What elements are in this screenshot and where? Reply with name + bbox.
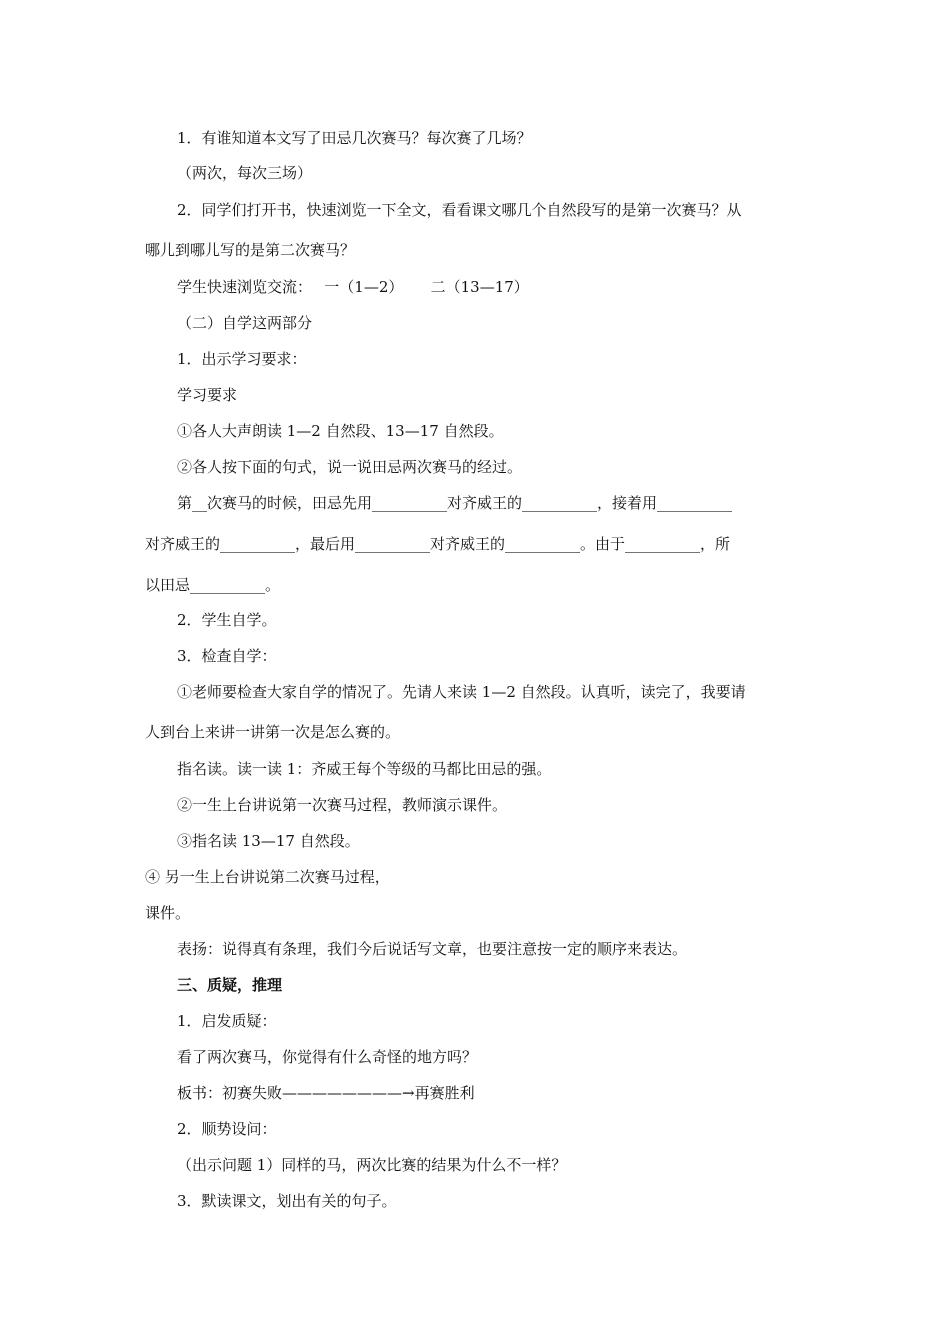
check-2: ②一生上台讲说第一次赛马过程，教师演示课件。: [177, 796, 508, 814]
question-show-1: （出示问题 1）同样的马，两次比赛的结果为什么不一样？: [177, 1156, 567, 1174]
question-strange: 看了两次赛马，你觉得有什么奇怪的地方吗？: [177, 1048, 478, 1066]
step-silent-read: 3．默读课文，划出有关的句子。: [177, 1192, 397, 1210]
check-1: ①老师要检查大家自学的情况了。先请人来读 1—2 自然段。认真听，读完了，我要请: [177, 683, 746, 701]
check-4: ④ 另一生上台讲说第二次赛马过程，: [145, 868, 390, 886]
check-4-cont: 课件。: [145, 904, 191, 922]
fill-sentence-line-1: 第__次赛马的时候，田忌先用__________对齐威王的__________，接着用__________: [177, 494, 733, 512]
section-self-study: （二）自学这两部分: [177, 314, 313, 332]
question-2-cont: 哪儿到哪儿写的是第二次赛马？: [145, 241, 356, 259]
question-1: 1．有谁知道本文写了田忌几次赛马？每次赛了几场？: [177, 129, 532, 147]
student-exchange: 学生快速浏览交流： 一（1—2） 二（13—17）: [177, 278, 529, 296]
answer-1: （两次，每次三场）: [177, 164, 313, 182]
fill-sentence-line-2: 对齐威王的__________，最后用__________对齐威王的__________。由于__________，所: [145, 535, 731, 553]
step-check: 3．检查自学：: [177, 647, 277, 665]
requirement-2: ②各人按下面的句式，说一说田忌两次赛马的经过。: [177, 458, 523, 476]
question-2: 2．同学们打开书，快速浏览一下全文，看看课文哪几个自然段写的是第一次赛马？从: [177, 201, 742, 219]
praise: 表扬：说得真有条理，我们今后说话写文章，也要注意按一定的顺序来表达。: [177, 940, 688, 958]
read-aloud: 指名读。读一读 1：齐威王每个等级的马都比田忌的强。: [177, 760, 552, 778]
check-3: ③指名读 13—17 自然段。: [177, 832, 360, 850]
section-3-heading: 三、质疑，推理: [177, 976, 283, 994]
check-1-cont: 人到台上来讲一讲第一次是怎么赛的。: [145, 723, 401, 741]
step-show-requirements: 1．出示学习要求：: [177, 350, 307, 368]
step-follow-up: 2．顺势设问：: [177, 1120, 277, 1138]
fill-sentence-line-3: 以田忌__________。: [145, 576, 281, 594]
step-self-study: 2．学生自学。: [177, 611, 277, 629]
blackboard-note: 板书：初赛失败————————→再赛胜利: [177, 1084, 475, 1102]
requirements-heading: 学习要求: [177, 386, 238, 404]
requirement-1: ①各人大声朗读 1—2 自然段、13—17 自然段。: [177, 422, 504, 440]
step-inspire-questions: 1．启发质疑：: [177, 1012, 277, 1030]
